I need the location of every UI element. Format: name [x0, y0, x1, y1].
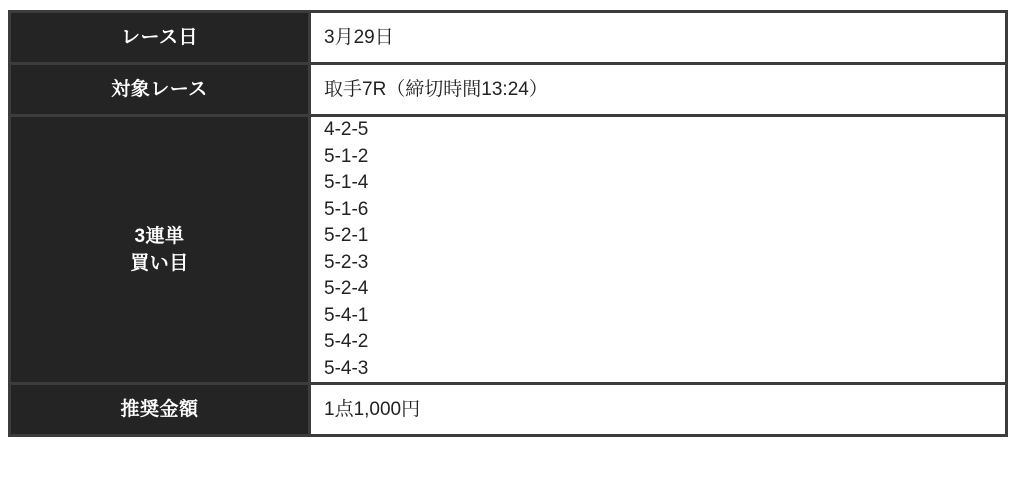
recommended-amount-row	[10, 384, 1007, 436]
pick-item: 5-4-2	[324, 331, 369, 352]
pick-item: 5-1-6	[324, 198, 369, 220]
recommended-amount-value: 1点1,000円	[310, 384, 1007, 436]
target-race-row	[10, 64, 1007, 116]
race-info-table	[8, 10, 1008, 437]
target-race-value: 取手7R（締切時間13:24）	[310, 64, 1007, 116]
pick-item: 5-4-1	[324, 304, 369, 326]
recommended-amount-label: 推奨金額	[10, 384, 310, 436]
race-date-value: 3月29日	[310, 12, 1007, 64]
pick-item: 5-2-1	[324, 225, 369, 246]
race-date-row	[10, 12, 1007, 64]
pick-item: 5-2-4	[324, 278, 369, 299]
pick-item: 4-2-5	[324, 119, 369, 140]
bet-type-label	[10, 116, 310, 384]
pick-item: 5-1-4	[324, 172, 369, 193]
picks-row	[10, 116, 1007, 384]
pick-item: 5-4-3	[324, 357, 369, 379]
bet-type-label-line2: 買い目	[130, 252, 189, 274]
race-date-label: レース日	[10, 12, 310, 64]
pick-item: 5-1-2	[324, 145, 369, 167]
pick-item: 5-2-3	[324, 251, 369, 273]
picks-cell	[310, 116, 1007, 384]
target-race-label: 対象レース	[10, 64, 310, 116]
bet-type-label-line1: 3連単	[134, 225, 185, 247]
